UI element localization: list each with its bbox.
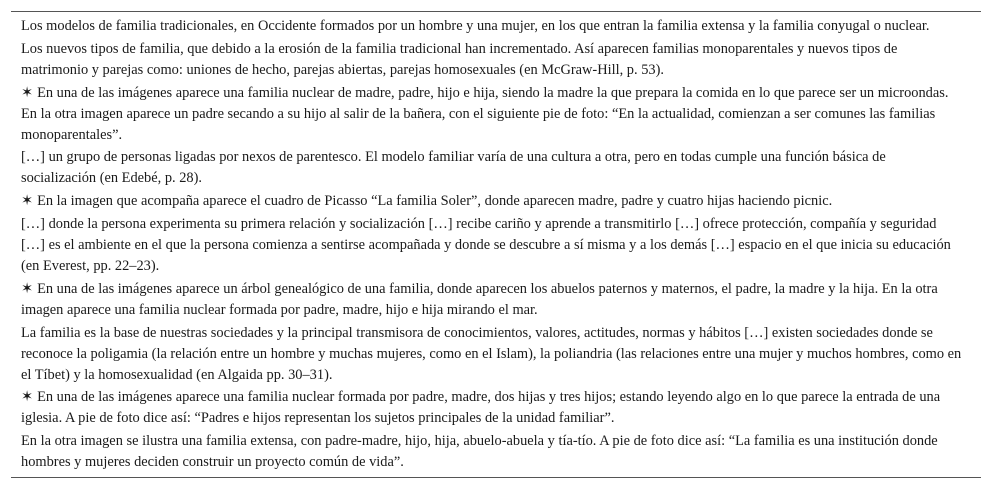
table-row-5 xyxy=(11,190,981,213)
table-row-10 xyxy=(11,430,981,474)
row-text-6: […] donde la persona experimenta su primera relación y socialización […] recibe cariño y aprende a transmitirlo […] ofrece protección, compañía y seguridad […] es el ambiente en el que la persona comienza a sentirse acompañada y donde se descubre a sí misma y a los demás […] espacio en el que inicia su educación (en Everest, pp. 22–23). xyxy=(21,216,951,274)
row-text-10: En la otra imagen se ilustra una familia extensa, con padre-madre, hijo, hija, abuelo-abuela y tía-tío. A pie de foto dice así: “La familia es una institución donde hombres y mujeres deciden construir un proyecto común de vida”. xyxy=(21,433,938,471)
row-text-5: En la imagen que acompaña aparece el cuadro de Picasso “La familia Soler”, donde aparecen madre, padre y cuatro hijas haciendo picnic. xyxy=(37,193,833,210)
document-table xyxy=(11,11,981,478)
table-row-9 xyxy=(11,386,981,430)
row-text-8: La familia es la base de nuestras sociedades y la principal transmisora de conocimientos, valores, actitudes, normas y hábitos […] existen sociedades donde se reconoce la poligamia (la relación entre un hombre y muchas mujeres, como en el Islam), la poliandria (las relaciones entre una mujer y muchos hombres, como en el Tíbet) y la homosexualidad (en Algaida pp. 30–31). xyxy=(21,324,962,383)
table-row-2 xyxy=(11,38,981,82)
row-text-9: En una de las imágenes aparece una familia nuclear formada por padre, madre, dos hijas y tres hijos; estando leyendo algo en lo que parece la entrada de una iglesia. A pie de foto dice así: “Padres e hijos representan los sujetos principales de la unidad familiar”. xyxy=(21,389,941,427)
row-text-1: Los modelos de familia tradicionales, en Occidente formados por un hombre y una mujer, en los que entran la familia extensa y la familia conyugal o nuclear. xyxy=(21,18,930,34)
row-text-3: En una de las imágenes aparece una familia nuclear de madre, padre, hijo e hija, siendo la madre la que prepara la comida en lo que parece ser un microondas. En la otra imagen aparece un padre secando a su hijo al salir de la bañera, con el siguiente pie de foto: “En la actualidad, comienzan a ser comunes las familias monoparentales”. xyxy=(21,84,949,143)
star-icon: ✶ xyxy=(21,193,34,210)
table-row-6 xyxy=(11,213,981,278)
table-row-4 xyxy=(11,146,981,190)
table-row-1 xyxy=(11,15,981,38)
row-text-4: […] un grupo de personas ligadas por nexos de parentesco. El modelo familiar varía de una cultura a otra, pero en todas cumple una función básica de socialización (en Edebé, p. 28). xyxy=(21,149,886,187)
table-row-7 xyxy=(11,278,981,322)
table-row-8 xyxy=(11,322,981,387)
star-icon: ✶ xyxy=(21,389,34,406)
star-icon: ✶ xyxy=(21,280,34,297)
row-text-2: Los nuevos tipos de familia, que debido a la erosión de la familia tradicional han incrementado. Así aparecen familias monoparentales y nuevos tipos de matrimonio y parejas como: uniones de hecho, parejas abiertas, parejas homosexuales (en McGraw-Hill, p. 53). xyxy=(21,40,898,78)
table-row-3 xyxy=(11,82,981,147)
star-icon: ✶ xyxy=(21,84,34,101)
row-text-7: En una de las imágenes aparece un árbol genealógico de una familia, donde aparecen los abuelos paternos y maternos, el padre, la madre y la hija. En la otra imagen aparece una familia nuclear formada por padre, madre, hijo e hija mirando el mar. xyxy=(21,280,938,318)
